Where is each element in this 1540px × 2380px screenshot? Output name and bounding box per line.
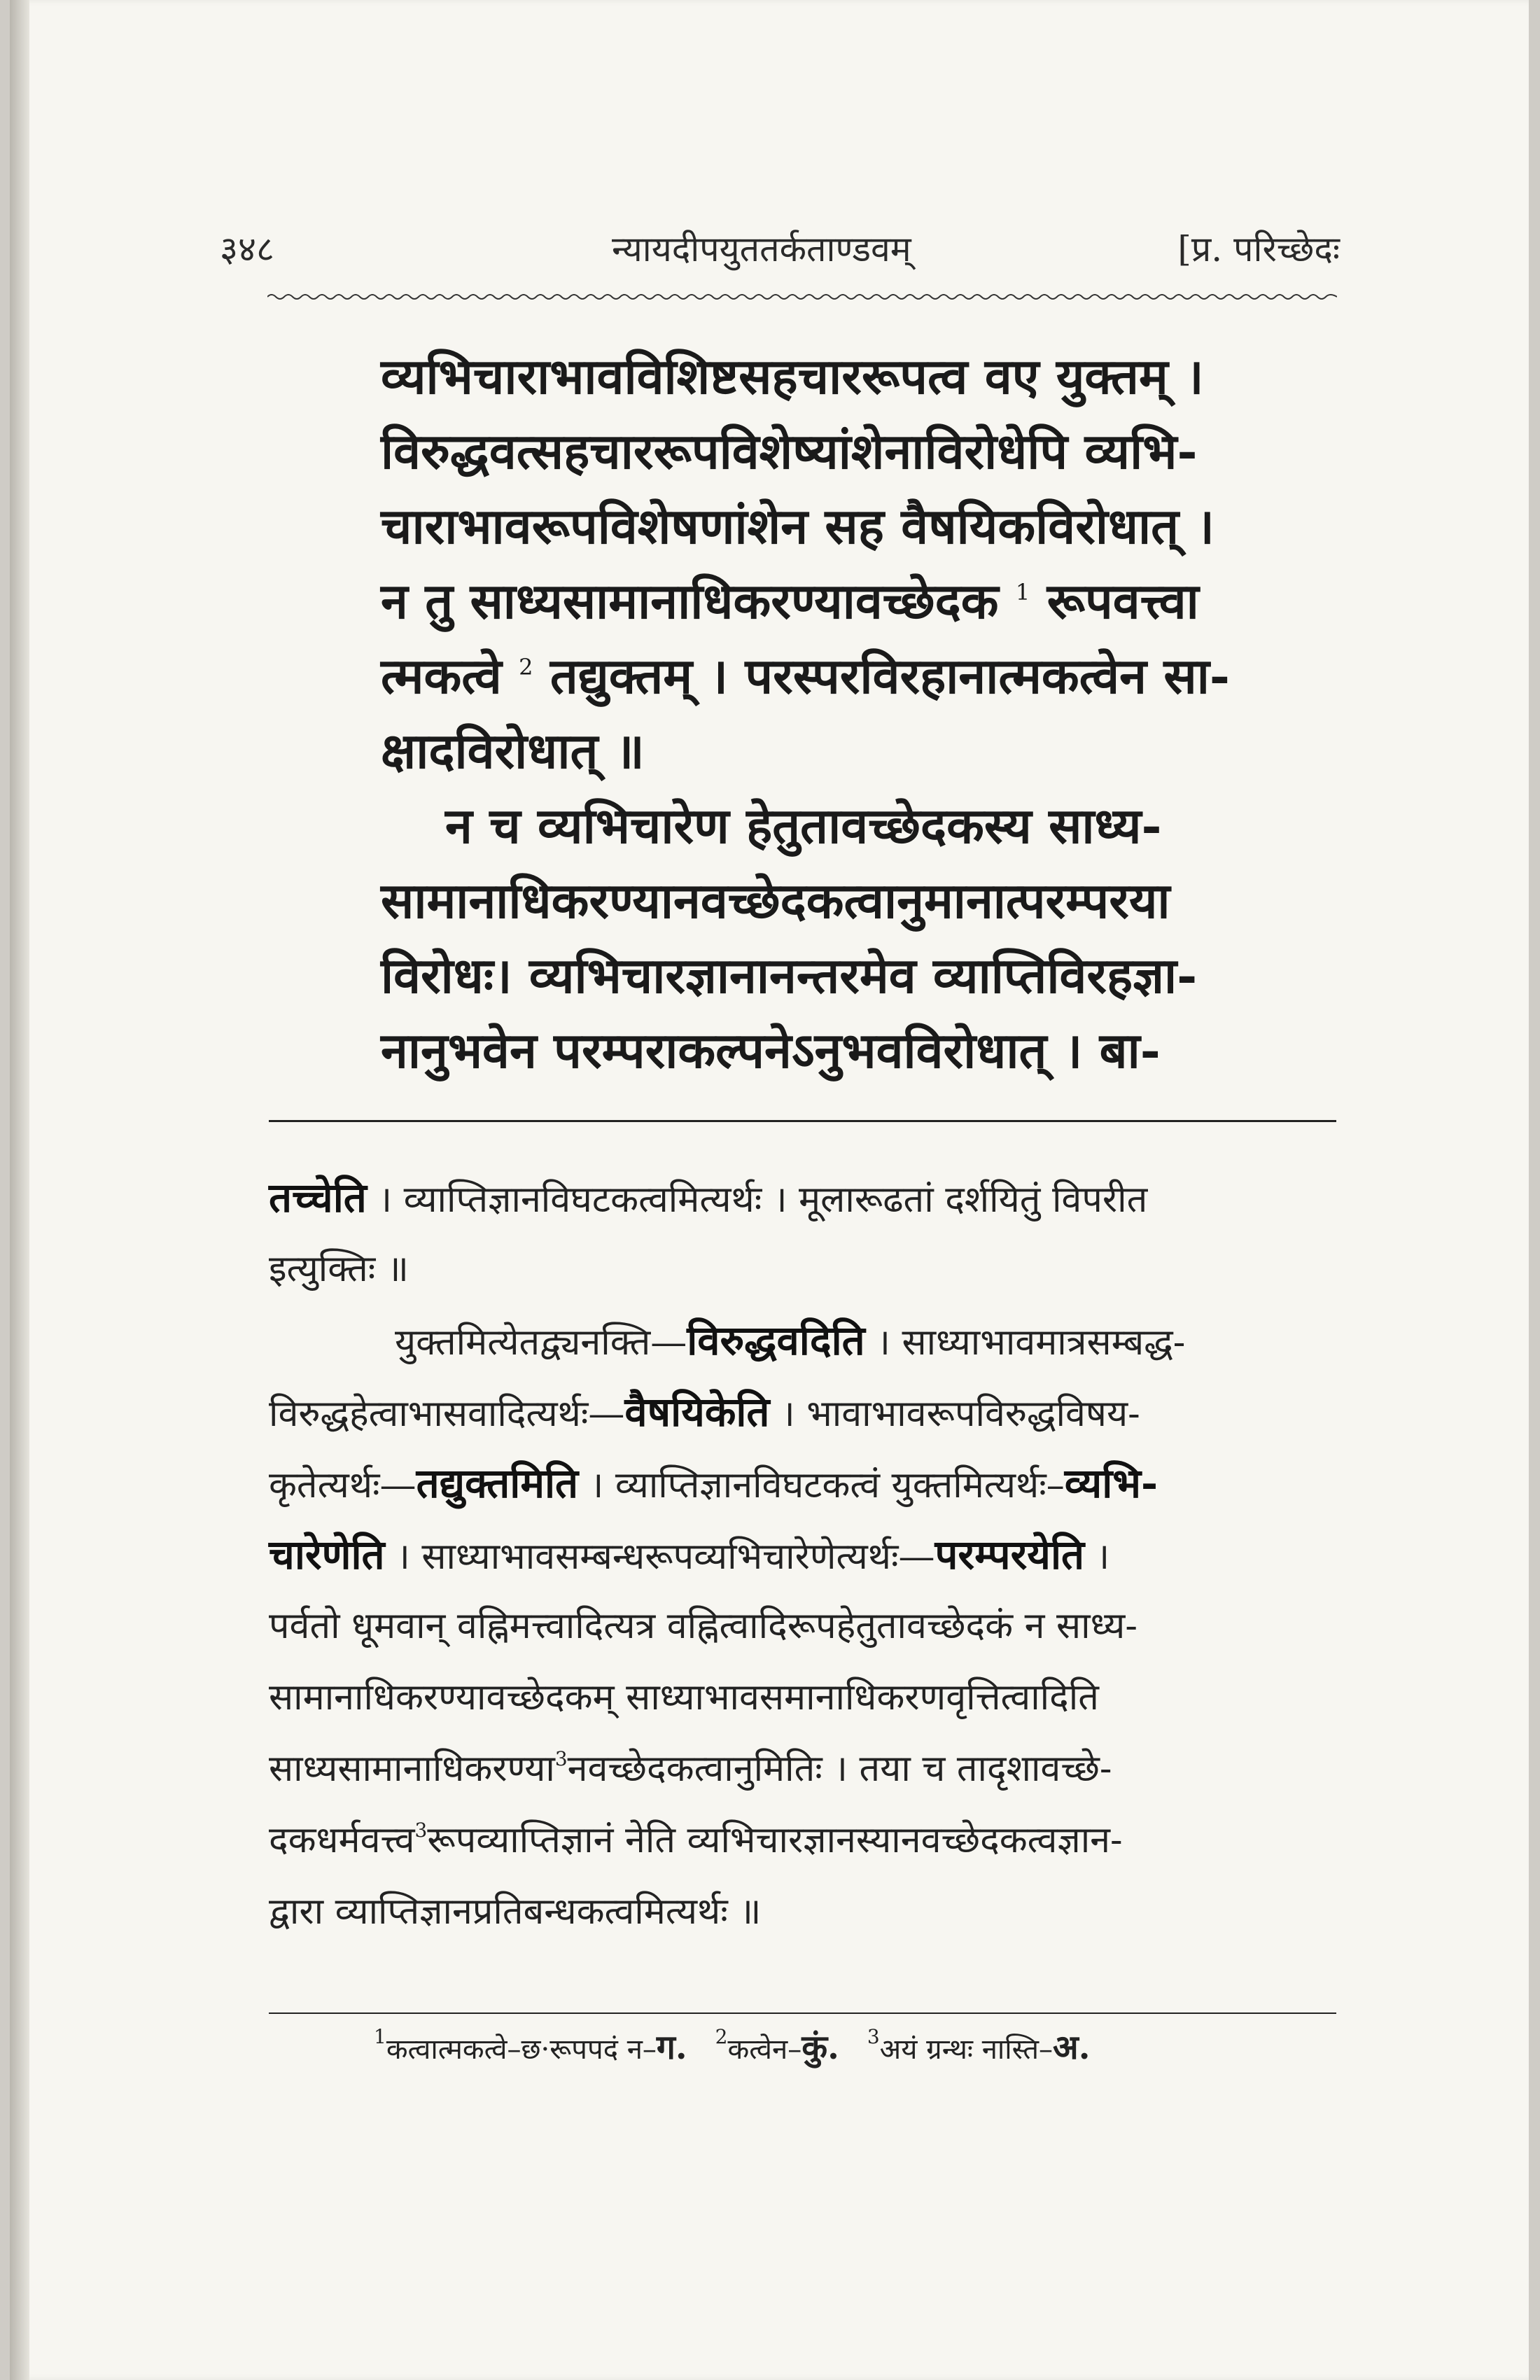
footnote-number: 1 [374,2025,386,2048]
main-line: नानुभवेन परम्पराकल्पनेऽनुभवविरोधात् । बा- [381,1021,1161,1079]
footnote-marker: 3 [554,1747,568,1770]
gloss: पर्वतो धूमवान् वह्निमत्त्वादित्यत्र वह्नित्वादिरूपहेतुतावच्छेदकं न साध्य- [269,1605,1138,1647]
gloss: द्वारा व्याप्तिज्ञानप्रतिबन्धकत्वमित्यर्थः ॥ [269,1891,762,1933]
commentary-line [269,1876,1336,1947]
gloss: दकधर्मवत्त्व [269,1819,415,1861]
gloss: । व्याप्तिज्ञानविघटकत्वमित्यर्थः । मूलारूढतां दर्शयितुं विपरीत [366,1179,1148,1221]
main-line [381,564,1221,638]
page-binding-edge [10,0,29,2380]
lemma: वैषयिकेति [624,1388,770,1436]
commentary-line [269,1448,1336,1519]
lemma: व्यभि- [1064,1460,1158,1507]
footnote-siglum: कुं. [802,2028,839,2067]
commentary-line [269,1590,1336,1662]
main-line: विरोधः। व्यभिचारज्ञानानन्तरमेव व्याप्तिविरहज्ञा- [381,946,1198,1004]
header-wavy-rule [267,291,1337,302]
footnote-marker: 2 [519,654,533,680]
footnote-text: कत्वात्मकत्वे–छ·रूपपदं न– [386,2033,657,2066]
gloss: । साध्याभावसम्बन्धरूपव्यभिचारेणेत्यर्थः— [384,1536,935,1578]
main-line: विरुद्धवत्सहचाररूपविशेष्यांशेनाविरोधेपि व्यभि- [381,422,1198,480]
footnote-divider [269,2012,1336,2014]
page-number: ३४८ [220,229,274,270]
gloss: विरुद्धहेत्वाभासवादित्यर्थः— [269,1393,625,1435]
page-header [220,210,1340,273]
footnote-number: 3 [867,2025,880,2048]
lemma: विरुद्धवदिति [687,1317,865,1364]
lemma: परम्परयेति [934,1531,1085,1578]
gloss: । साध्याभावमात्रसम्बद्ध- [864,1322,1186,1364]
gloss: इत्युक्तिः ॥ [269,1248,409,1290]
commentary-line [269,1162,1336,1233]
footnote-text: अयं ग्रन्थः नास्ति– [879,2033,1054,2066]
scanned-page [10,0,1529,2380]
main-line-text: रूपवत्त्वा [1046,572,1199,630]
main-text [381,339,1230,1088]
main-line: चाराभावरूपविशेषणांशेन सह वैषयिकविरोधात् । [381,497,1214,555]
commentary-line [269,1305,1336,1376]
gloss: नवच्छेदकत्वानुमितिः । तया च तादृशावच्छे- [567,1748,1112,1790]
lemma: तद्युक्तमिति [416,1460,579,1507]
footnote-marker: 1 [1015,579,1030,606]
footnote-marker: 3 [414,1819,428,1842]
commentary-line [269,1805,1336,1876]
main-line: क्षादविरोधात् ॥ [381,722,645,780]
lemma: चारेणेति [269,1531,385,1578]
footnotes [374,2026,1354,2071]
gloss: युक्तमित्येतद्व्यनक्ति— [395,1322,687,1364]
text-divider [269,1120,1336,1122]
commentary-line [269,1233,1336,1305]
gloss: रूपव्याप्तिज्ञानं नेति व्यभिचारज्ञानस्यानवच्छेदकत्वज्ञान- [427,1819,1123,1861]
main-line: व्यभिचाराभावविशिष्टसहचाररूपत्व वए युक्तम् । [381,347,1204,405]
gloss: । व्याप्तिज्ञानविघटकत्वं युक्तमित्यर्थः– [578,1464,1065,1506]
commentary-line [269,1733,1336,1805]
main-line-text: त्मकत्वे [381,647,502,705]
lemma: तच्चेति [269,1174,367,1222]
commentary-line [269,1376,1336,1448]
running-title: न्यायदीपयुततर्कताण्डवम् [612,229,911,270]
gloss: कृतेत्यर्थः— [269,1464,416,1506]
section-label: [प्र. परिच्छेदः [1177,229,1340,270]
gloss: साध्यसामानाधिकरण्या [269,1748,555,1790]
footnote-text: कत्वेन– [727,2033,802,2066]
main-line [381,638,1230,713]
footnote-siglum: अ. [1053,2028,1091,2067]
commentary-line [269,1662,1336,1733]
main-line-text: न तु साध्यसामानाधिकरण्यावच्छेदक [381,572,999,630]
main-line: सामानाधिकरण्यानवच्छेदकत्वानुमानात्परम्परया [381,872,1170,930]
footnote-number: 2 [715,2025,728,2048]
gloss: सामानाधिकरण्यावच्छेदकम् साध्याभावसमानाधिकरणवृत्तित्वादिति [269,1676,1099,1718]
main-line-text: तद्युक्तम् । परस्परविरहानात्मकत्वेन सा- [550,647,1230,705]
gloss: । [1084,1536,1110,1578]
gloss: । भावाभावरूपविरुद्धविषय- [769,1393,1140,1435]
main-line: न च व्यभिचारेण हेतुतावच्छेदकस्य साध्य- [445,797,1162,855]
commentary [269,1162,1336,1947]
footnote-siglum: ग. [656,2028,687,2067]
commentary-line [269,1519,1336,1590]
